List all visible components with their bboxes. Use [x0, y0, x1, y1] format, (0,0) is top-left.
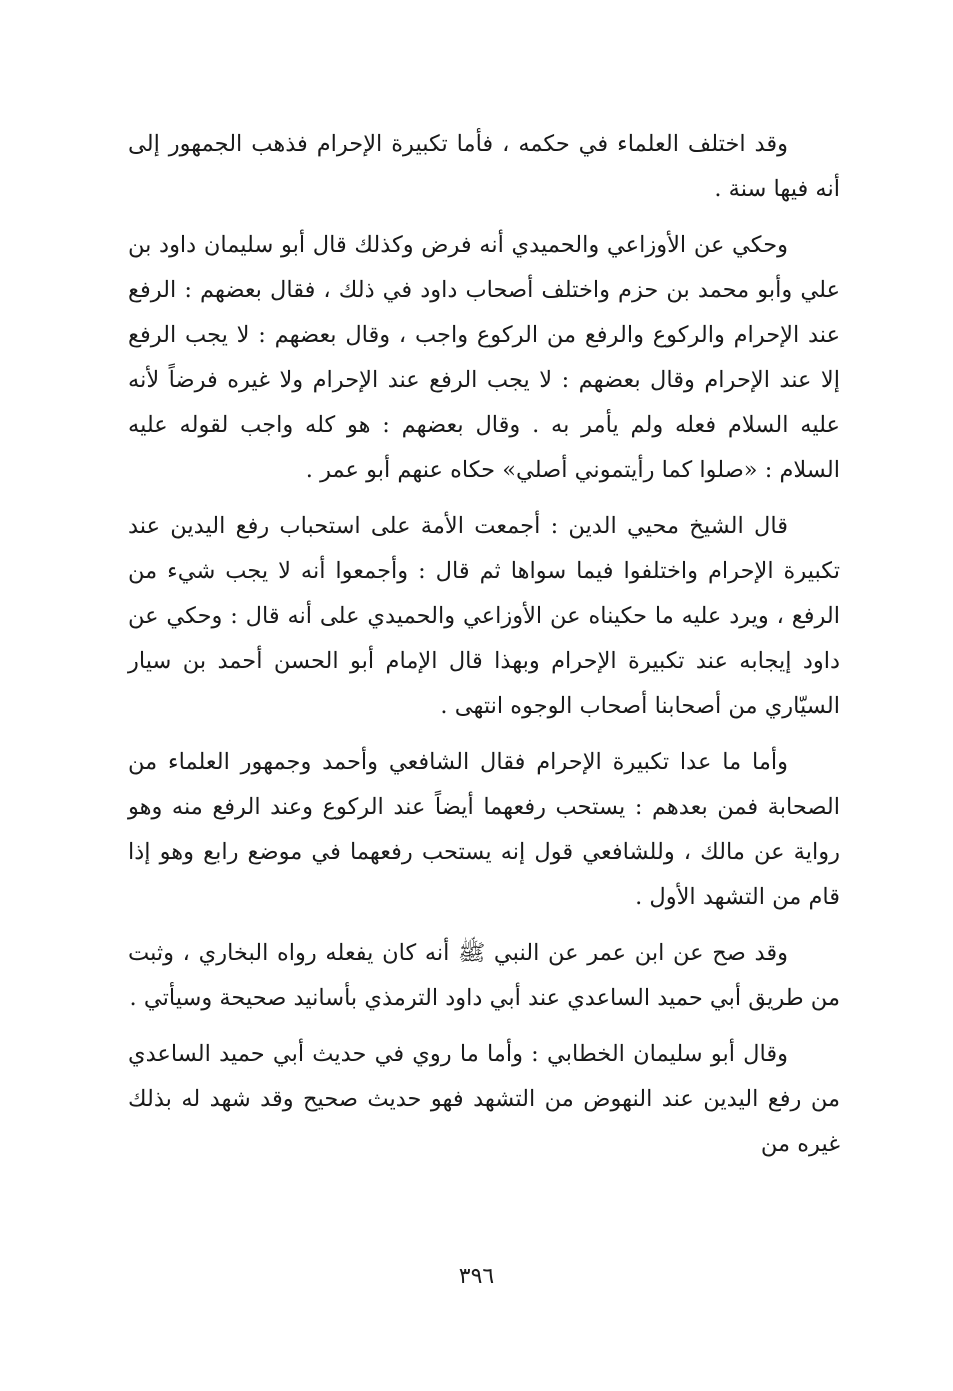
- paragraph-2: وحكي عن الأوزاعي والحميدي أنه فرض وكذلك قال أبو سليمان داود بن علي وأبو محمد بن حزم واختلف أصحاب داود في ذلك ، فقال بعضهم : الرفع عند الإحرام والركوع والرفع من الركوع واجب ، وقال بعضهم : لا يجب الرفع إلا عند الإحرام وقال بعضهم : لا يجب الرفع عند الإحرام ولا غيره فرضاً لأنه عليه السلام فعله ولم يأمر به . وقال بعضهم : هو كله واجب لقوله عليه السلام : «صلوا كما رأيتموني أصلي» حكاه عنهم أبو عمر .: [128, 232, 840, 483]
- paragraph-4: وأما ما عدا تكبيرة الإحرام فقال الشافعي وأحمد وجمهور العلماء من الصحابة فمن بعدهم : يستحب رفعهما أيضاً عند الركوع وعند الرفع منه وهو رواية عن مالك ، وللشافعي قول إنه يستحب رفعهما في موضع رابع وهو إذا قام من التشهد الأول .: [128, 749, 840, 910]
- paragraph-3: قال الشيخ محيي الدين : أجمعت الأمة على استحباب رفع اليدين عند تكبيرة الإحرام واختلفوا فيما سواها ثم قال : وأجمعوا أنه لا يجب شيء من الرفع ، ويرد عليه ما حكيناه عن الأوزاعي والحميدي على أنه قال : وحكي عن داود إيجابه عند تكبيرة الإحرام وبهذا قال الإمام أبو الحسن أحمد بن سيار السيّاري من أصحابنا أصحاب الوجوه انتهى .: [128, 513, 840, 719]
- page-number: ٣٩٦: [458, 1264, 495, 1289]
- paragraph-1: وقد اختلف العلماء في حكمه ، فأما تكبيرة الإحرام فذهب الجمهور إلى أنه فيها سنة .: [128, 131, 840, 202]
- paragraph-6: وقال أبو سليمان الخطابي : وأما ما روي في حديث أبي حميد الساعدي من رفع اليدين عند النهوض من التشهد فهو حديث صحيح وقد شهد له بذلك غيره من: [128, 1041, 840, 1157]
- page-body: [128, 122, 840, 1178]
- paragraph-5: وقد صح عن ابن عمر عن النبي ﷺ أنه كان يفعله رواه البخاري ، وثبت من طريق أبي حميد الساعدي عند أبي داود الترمذي بأسانيد صحيحة وسيأتي .: [128, 940, 840, 1011]
